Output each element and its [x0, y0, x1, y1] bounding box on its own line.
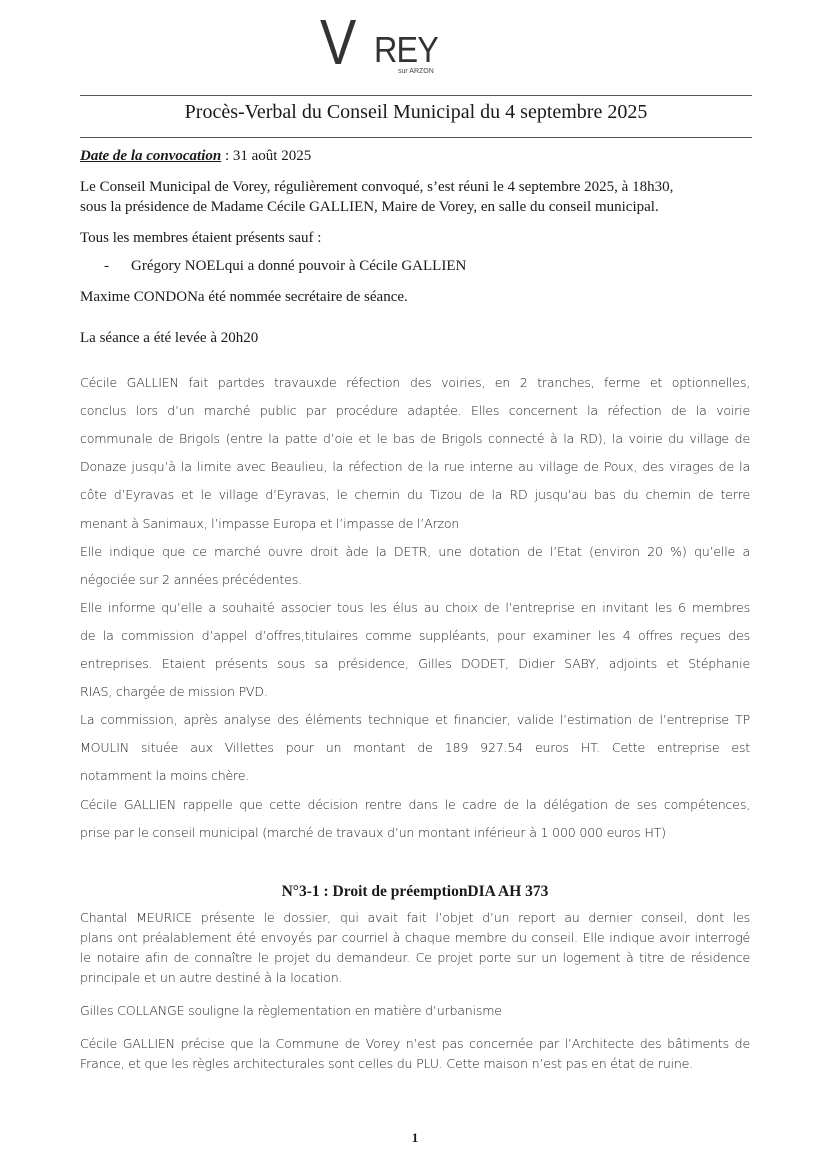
convocation-line: [80, 148, 750, 165]
text-line: Cécile GALLIEN précise que la Commune de Vorey n’est pas concernée par l’Architecte des bâtiments de: [80, 1036, 750, 1051]
page-number: 1: [411, 1130, 419, 1145]
text-line: La commission, après analyse des éléments technique et financier, valide l’estimation de l’entreprise TP: [80, 712, 750, 728]
bullet: -: [104, 258, 109, 274]
text-line: RIAS, chargée de mission PVD.: [80, 684, 268, 700]
text-line: Elle indique que ce marché ouvre droit àde la DETR, une dotation de l’Etat (environ 20 %) qu’elle a: [80, 543, 750, 559]
text-line: prise par le conseil municipal (marché de travaux d’un montant inférieur à 1 000 000 euros HT): [80, 824, 666, 840]
text-line: côte d’Eyravas et le village d’Eyravas, le chemin du Tizou de la RD jusqu’au bas du chemin de terre: [80, 487, 750, 503]
logo-v: V: [320, 6, 357, 78]
secretary-text: Maxime CONDONa été nommée secrétaire de séance.: [80, 289, 408, 305]
logo-rey: REY: [374, 29, 438, 70]
section-heading: N°3-1 : Droit de préemptionDIA AH 373: [281, 883, 549, 900]
intro-line: Le Conseil Municipal de Vorey, régulièrement convoqué, s’est réuni le 4 septembre 2025, à 18h30,: [80, 179, 674, 195]
convocation-label: Date de la convocation: [80, 148, 222, 164]
text-line: principale et un autre destiné à la location.: [80, 970, 343, 985]
convocation-date: : 31 août 2025: [221, 148, 312, 164]
text-line: Elle informe qu’elle a souhaité associer tous les élus au choix de l’entreprise en invitant les 6 membres: [80, 599, 750, 615]
present-text: Tous les membres étaient présents sauf :: [80, 230, 322, 246]
text-line: négociée sur 2 années précédentes.: [80, 571, 302, 587]
text-line: Chantal MEURICE présente le dossier, qui avait fait l’objet d’un report au dernier conseil, dont les: [80, 910, 750, 925]
text-line: plans ont préalablement été envoyés par courriel à chaque membre du conseil. Elle indique avoir interrogé: [80, 930, 750, 945]
absent-item: Grégory NOELqui a donné pouvoir à Cécile GALLIEN: [131, 258, 467, 274]
text-line: Donaze jusqu’à la limite avec Beaulieu, la réfection de la rue interne au village de Poux, des virages de la: [80, 459, 750, 475]
text-line: notamment la moins chère.: [80, 768, 250, 784]
document-title: Procès-Verbal du Conseil Municipal du 4 septembre 2025: [184, 101, 648, 123]
text-line: conclus lors d’un marché public par procédure adaptée. Elles concernent la réfection de la voirie: [80, 403, 750, 419]
text-line: de la commission d’appel d’offres,titulaires comme suppléants, pour examiner les 4 offres reçues des: [80, 627, 750, 643]
text-line: MOULIN située aux Villettes pour un montant de 189 927.54 euros HT. Cette entreprise est: [80, 740, 750, 756]
text-line: Cécile GALLIEN rappelle que cette décision rentre dans le cadre de la délégation de ses compétences,: [80, 796, 750, 812]
vorey-logo: [320, 6, 460, 80]
text-line: menant à Sanimaux, l’impasse Europa et l’impasse de l’Arzon: [80, 515, 460, 531]
text-line: entreprises. Etaient présents sous sa présidence, Gilles DODET, Didier SABY, adjoints et Stéphanie: [80, 656, 750, 671]
text-line: le notaire afin de connaître le projet du demandeur. Ce projet porte sur un logement à titre de résidence: [80, 950, 750, 965]
text-line: Gilles COLLANGE souligne la règlementation en matière d’urbanisme: [80, 1003, 502, 1018]
title-rule-bottom: [80, 137, 752, 138]
text-line: France, et que les règles architecturales sont celles du PLU. Cette maison n’est pas en état de ruine.: [80, 1056, 693, 1071]
closing-text: La séance a été levée à 20h20: [80, 330, 259, 346]
text-line: Cécile GALLIEN fait partdes travauxde réfection des voiries, en 2 tranches, ferme et optionnelles,: [80, 375, 750, 390]
text-line: communale de Brigols (entre la patte d’oie et le bas de Brigols connecté à la RD), la voirie du village de: [80, 431, 750, 447]
intro-line: sous la présidence de Madame Cécile GALLIEN, Maire de Vorey, en salle du conseil municipal.: [80, 199, 659, 215]
title-rule-top: [80, 95, 752, 96]
logo-subtitle: sur ARZON: [398, 68, 434, 75]
